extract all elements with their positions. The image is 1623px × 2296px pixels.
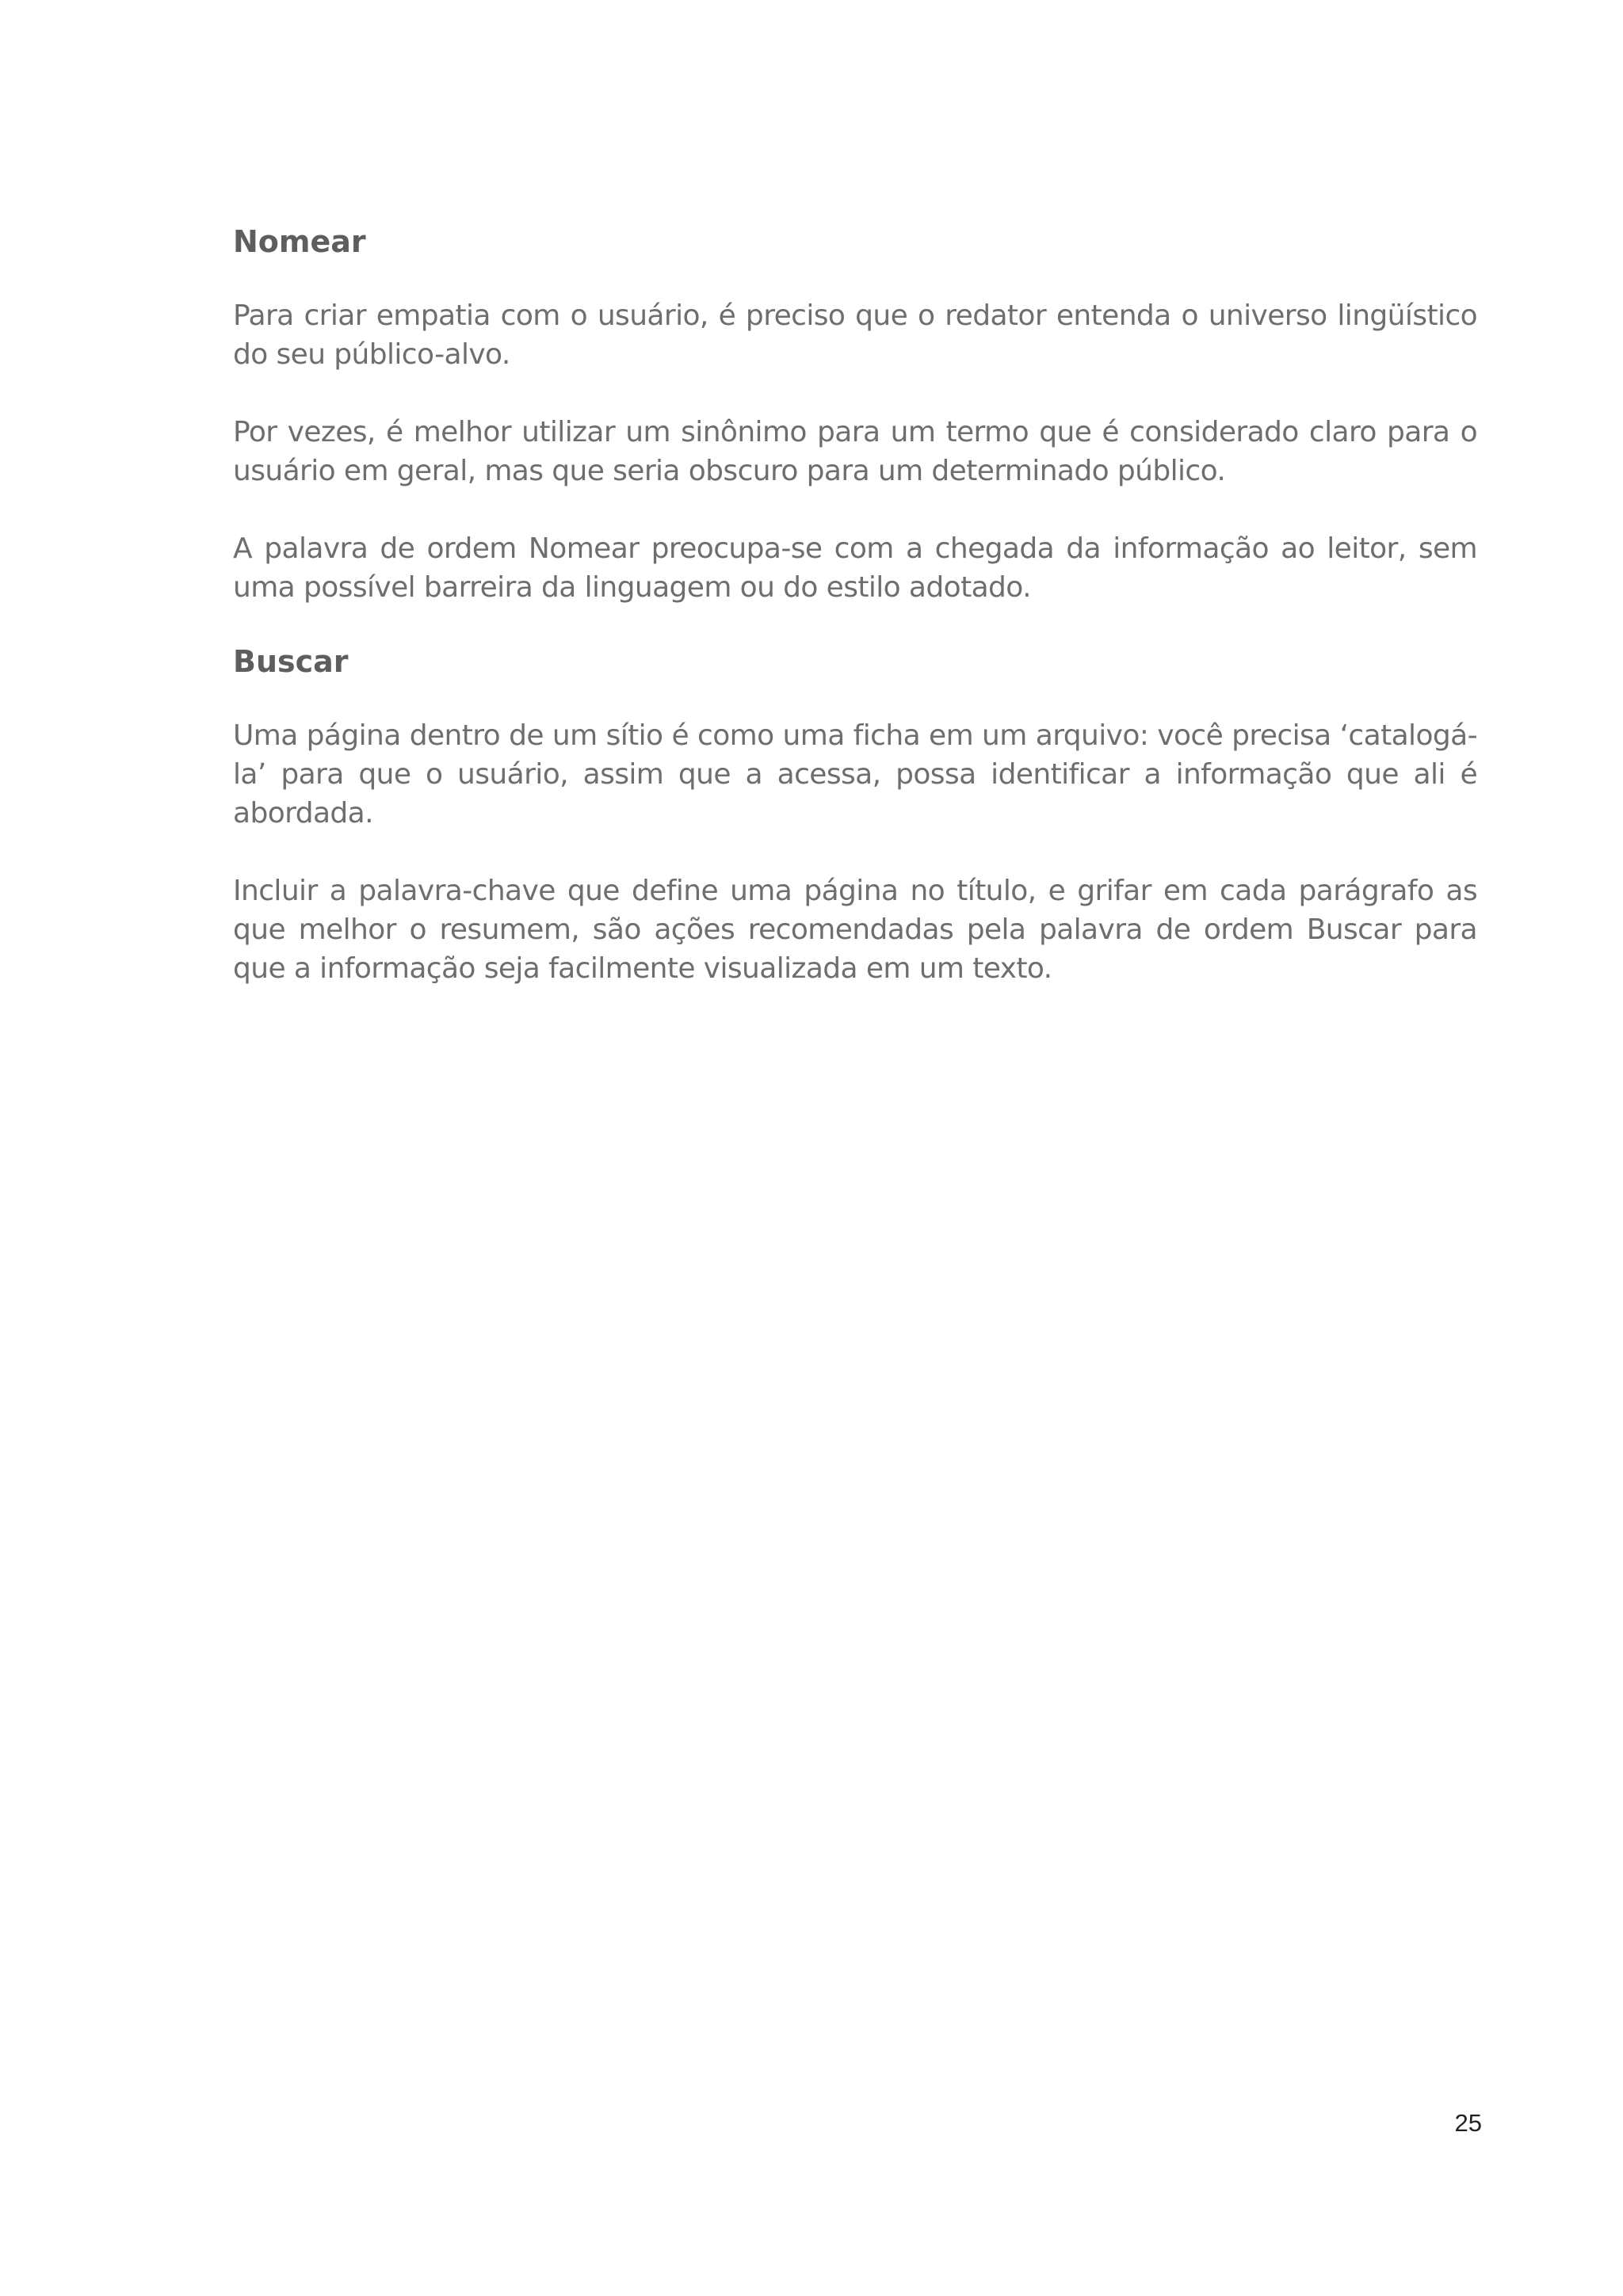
paragraph: Uma página dentro de um sítio é como uma ficha em um arquivo: você precisa ‘catalogá-la’ para que o usuário, assim que a acessa, possa identificar a informação que ali é abordada. [233,719,1477,830]
paragraph: Para criar empatia com o usuário, é preciso que o redator entenda o universo lingüístico do seu público-alvo. [233,299,1477,371]
paragraph: A palavra de ordem Nomear preocupa-se com a chegada da informação ao leitor, sem uma possível barreira da linguagem ou do estilo adotado. [233,532,1477,604]
paragraph: Por vezes, é melhor utilizar um sinônimo para um termo que é considerado claro para o usuário em geral, mas que seria obscuro para um determinado público. [233,416,1477,487]
page-number: 25 [1454,2109,1482,2137]
page-content [233,222,1477,1027]
section-heading-buscar: Buscar [233,644,349,679]
paragraph: Incluir a palavra-chave que define uma página no título, e grifar em cada parágrafo as que melhor o resumem, são ações recomendadas pela palavra de ordem Buscar para que a informação seja facilmente visualizada em um texto. [233,875,1477,985]
section-heading-nomear: Nomear [233,224,366,259]
